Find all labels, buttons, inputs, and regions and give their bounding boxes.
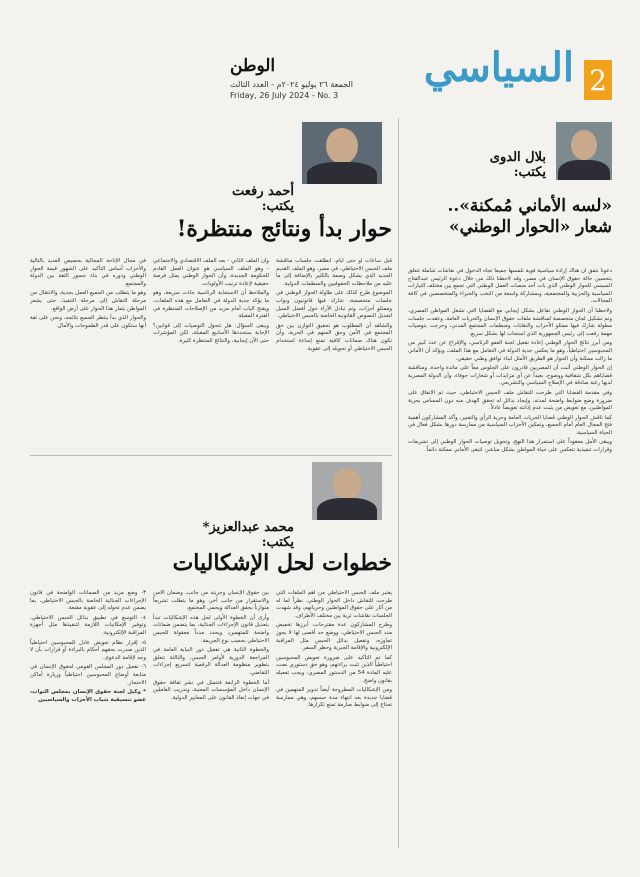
writes-label: يكتب:: [261, 199, 294, 214]
column-divider: [398, 118, 399, 848]
headline-right: «لسه الأماني مُمكنة».. شعار «الحوار الوطني»: [447, 196, 612, 238]
article-col-2: [153, 258, 269, 448]
article-col-1: [276, 590, 392, 846]
author-name: أحمد رفعت: [231, 184, 294, 199]
issue-line-english: Friday, 26 July 2024 - No. 3: [230, 91, 339, 100]
issue-line-arabic: الجمعة ٢٦ يوليو ٢٠٢٤م - العدد الثالث: [230, 80, 353, 89]
article-col-3: [30, 258, 146, 448]
paragraph: ٥- إقرار نظام تعويض عادل للمحبوسين احتياطياً الذين صدرت بحقهم أحكام بالبراءة أو قرارات بأن لا وجه لإقامة الدعوى.: [30, 639, 146, 661]
writes-label: يكتب:: [261, 535, 294, 550]
article-body-right: [408, 268, 612, 846]
author-name: محمد عبدالعزيز*: [202, 520, 294, 535]
paragraph: يعتبر ملف الحبس الاحتياطي من أهم الملفات التي طرحت للنقاش داخل الحوار الوطني، نظراً لما له من آثار على حقوق المواطنين وحرياتهم، وقد شهدت الجلسات نقاشات ثرية بين مختلف الأطراف.: [276, 590, 392, 619]
article-col-2: [153, 590, 269, 846]
article-col-3: [30, 590, 146, 846]
paragraph: دعونا نتفق أن هناك إرادة سياسية قوية تلمسها جميعاً تجاه الدخول في نقاشات شاملة تتعلق بتحسين حالة حقوق الإنسان في مصر، وقد لاحظنا ذلك من خلال دعوة الرئيس عبدالفتاح السيسي للحوار الوطني الذي بات أحد منصات العمل الوطني التي تجمع بين مختلف التيارات السياسية والحزبية والمجتمعية، وبمشاركة واسعة من النخب والخبراء والمتخصصين في كافة المجالات.: [408, 268, 612, 305]
paragraph: ويبقى الأمل معقوداً على استمرار هذا النهج، وتحويل توصيات الحوار الوطني إلى تشريعات وقرارات تنفيذية تنعكس على حياة المواطن بشكل مباشر، لتبقى الأماني ممكنة دائماً.: [408, 439, 612, 454]
author-footnote: * وكيل لجنة حقوق الإنسان بمجلس النواب، عضو تنسيقية شباب الأحزاب والسياسيين: [30, 689, 146, 703]
author-photo-mohamed: [312, 462, 382, 520]
paragraph: بين حقوق الإنسان وحريته من جانب، وضمان الأمن والاستقرار من جانب آخر، وهو ما يتطلب تشريعاً متوازناً يحقق العدالة ويحمي المجتمع.: [153, 590, 269, 612]
paragraph: ٦- تفعيل دور المجلس القومي لحقوق الإنسان في متابعة أوضاع المحبوسين احتياطياً وزيارة أماكن الاحتجاز.: [30, 664, 146, 686]
masthead: [0, 0, 640, 110]
paragraph: الموضوع طرح كذلك على طاولة الحوار الوطني في جلسات متخصصة، شارك فيها قانونيون ونواب وممثلو أحزاب، وتم تبادل الآراء حول أفضل السبل لتعديل النصوص القانونية الخاصة بالحبس الاحتياطي.: [276, 290, 392, 320]
paragraph: إن الحوار الوطني أثبت أن المصريين قادرون على الجلوس معاً على مائدة واحدة، ومناقشة قضاياهم بكل شفافية ووضوح، بعيداً عن أي مزايدات أو شعارات جوفاء، وأن الدولة المصرية لديها رغبة صادقة في الإصلاح السياسي والتشريعي.: [408, 365, 612, 387]
writes-label: يكتب:: [513, 165, 546, 180]
paragraph: والشاهد أن المطلوب هو تحقيق التوازن بين حق المجتمع في الأمن وحق المتهم في الحرية، وأن تكون هناك ضمانات كافية تمنع إساءة استخدام الحبس الاحتياطي أو تحويله إلى عقوبة.: [276, 322, 392, 352]
article-col-1: [276, 258, 392, 448]
author-photo-ahmed: [302, 122, 382, 184]
paragraph: أما الخطوة الرابعة فتتمثل في نشر ثقافة حقوق الإنسان داخل المؤسسات المعنية، وتدريب العاملين في جهات إنفاذ القانون على المعايير الدولية.: [153, 679, 269, 701]
paper-name: الوطن: [230, 56, 276, 76]
byline-bilal: [490, 150, 546, 180]
paragraph: والملاحظ أن الاستجابة الرئاسية جاءت سريعة، وهو ما يؤكد جدية الدولة في التعامل مع هذه الملفات، ويفتح الباب أمام مزيد من الإصلاحات المنتظرة في الفترة المقبلة.: [153, 290, 269, 320]
article-divider: [30, 455, 392, 456]
paragraph: ولاحظنا أن الحوار الوطني تفاعل بشكل إيجابي مع القضايا التي تشغل المواطن المصري، وتم تشكيل لجان متخصصة لمناقشة ملفات حقوق الإنسان والحريات العامة، وعقدت جلسات مطولة شارك فيها ممثلو الأحزاب والنقابات ومنظمات المجتمع المدني، وخرجت بتوصيات مهمة رفعت إلى رئيس الجمهورية الذي استجاب لها بشكل سريع.: [408, 307, 612, 337]
paragraph: كما تم التأكيد على ضرورة تعويض المحبوسين احتياطياً الذين تثبت براءتهم، وهو حق دستوري نصت عليه المادة 54 من الدستور المصري، ويجب تفعيله بقانون واضح.: [276, 654, 392, 684]
headline-top-left: حوار بدأ ونتائج منتظرة!: [176, 216, 392, 242]
section-title: السياسي: [423, 44, 574, 91]
headline-bottom-left: خطوات لحل الإشكاليات: [172, 550, 392, 576]
byline-mohamed: [203, 520, 294, 550]
byline-ahmed: [232, 184, 294, 214]
paragraph: كما ناقش الحوار الوطني قضايا الحريات العامة وحرية الرأي والتعبير، وأكد المشاركون أهمية فتح المجال العام أمام الجميع، وتمكين الأحزاب السياسية من ممارسة دورها بشكل فعال في الحياة السياسية.: [408, 414, 612, 436]
paragraph: وطرح المشاركون عدة مقترحات، أبرزها تخفيض مدد الحبس الاحتياطي، ووضع حد أقصى لها لا يجوز تجاوزه، وتفعيل بدائل الحبس مثل المراقبة الإلكترونية والإقامة الجبرية وحظر السفر.: [276, 622, 392, 652]
paragraph: وفي مقدمة القضايا التي طرحت للنقاش ملف الحبس الاحتياطي، حيث تم الاتفاق على ضرورة وضع ضوابط واضحة لمدته، وإيجاد بدائل له تحقق الهدف منه دون المساس بحرية المواطنين، مع تعويض من يثبت عدم إدانته تعويضاً عادلاً.: [408, 389, 612, 412]
paragraph: والخطوة الثانية هي تفعيل دور النيابة العامة في المراجعة الدورية لأوامر الحبس، والثالثة تتعلق بتطوير منظومة العدالة الرقمية لتسريع إجراءات التقاضي.: [153, 647, 269, 676]
author-name: بلال الدوى: [489, 150, 546, 165]
paragraph: وأرى أن الخطوة الأولى لحل هذه الإشكاليات تبدأ بتعديل قانون الإجراءات الجنائية، بما يتضمن ضمانات واضحة للمتهمين، ويحدد مدداً معقولة للحبس الاحتياطي بحسب نوع الجريمة.: [153, 614, 269, 644]
paragraph: قبل ساعات أو حتى أيام، انطلقت جلسات مناقشة ملف الحبس الاحتياطي، في مصر، وهو الملف القديم الجديد الذي يشكل وصمة بالكثير بالإضافة إلى ما عليه من ملاحظات الحقوقيين والمنظمات الدولية.: [276, 258, 392, 287]
paragraph: ويبقى السؤال: هل تتحول التوصيات إلى قوانين؟ الإجابة ستحددها الأسابيع المقبلة، لكن المؤشرات حتى الآن إيجابية، والنتائج المنتظرة كثيرة.: [153, 322, 269, 344]
author-photo-bilal: [556, 122, 612, 180]
paragraph: ٣- وضع مزيد من الضمانات الواضحة في قانون الإجراءات الجنائية الخاصة بالحبس الاحتياطي، بما يضمن عدم تحوله إلى عقوبة مقنعة.: [30, 590, 146, 612]
paragraph: ومن الإشكاليات المطروحة أيضاً تدوير المتهمين في قضايا جديدة بعد انتهاء مدة حبسهم، وهي ممارسة تحتاج إلى ضوابط صارمة تمنع تكرارها.: [276, 687, 392, 709]
paragraph: في مجال الإتاحة المجالية بحصيص العديد بالتالية والأحزاب أساس التأكيد على الشهور قيمة الحوار الوطني ودوره في بناء جسور الثقة بين الدولة والمجتمع.: [30, 258, 146, 287]
paragraph: ٤- التوسع في تطبيق بدائل الحبس الاحتياطي، وتوفير الإمكانيات اللازمة لتنفيذها مثل أجهزة المراقبة الإلكترونية.: [30, 614, 146, 636]
paragraph: وأن الملف الثاني - بعد الملف الاقتصادي والاجتماعي - وهو الملف السياسي هو عنوان العمل القادم للحكومة الجديدة، وأن الحوار الوطني يمثل فرصة حقيقية لإعادة ترتيب الأولويات.: [153, 258, 269, 287]
paragraph: وهو ما يتطلب من الجميع العمل بجدية، والانتقال من مرحلة النقاش إلى مرحلة التنفيذ، حتى يشعر المواطن بثمار هذا الحوار على أرض الواقع.: [30, 290, 146, 312]
page-number: 2: [584, 60, 612, 100]
paragraph: والحوار الذي بدأ ينتظر الجميع نتائجه، ونحن على ثقة أنها ستكون على قدر الطموحات والآمال.: [30, 315, 146, 329]
paragraph: ومن أبرز نتائج الحوار الوطني إعادة تفعيل لجنة العفو الرئاسي، والإفراج عن عدد كبير من المحبوسين احتياطياً، وهو ما يعكس جدية الدولة في التعامل مع هذا الملف، ويؤكد أن الأماني ما زالت ممكنة وأن الحوار هو الطريق الأمثل لبناء توافق وطني حقيقي.: [408, 340, 612, 362]
